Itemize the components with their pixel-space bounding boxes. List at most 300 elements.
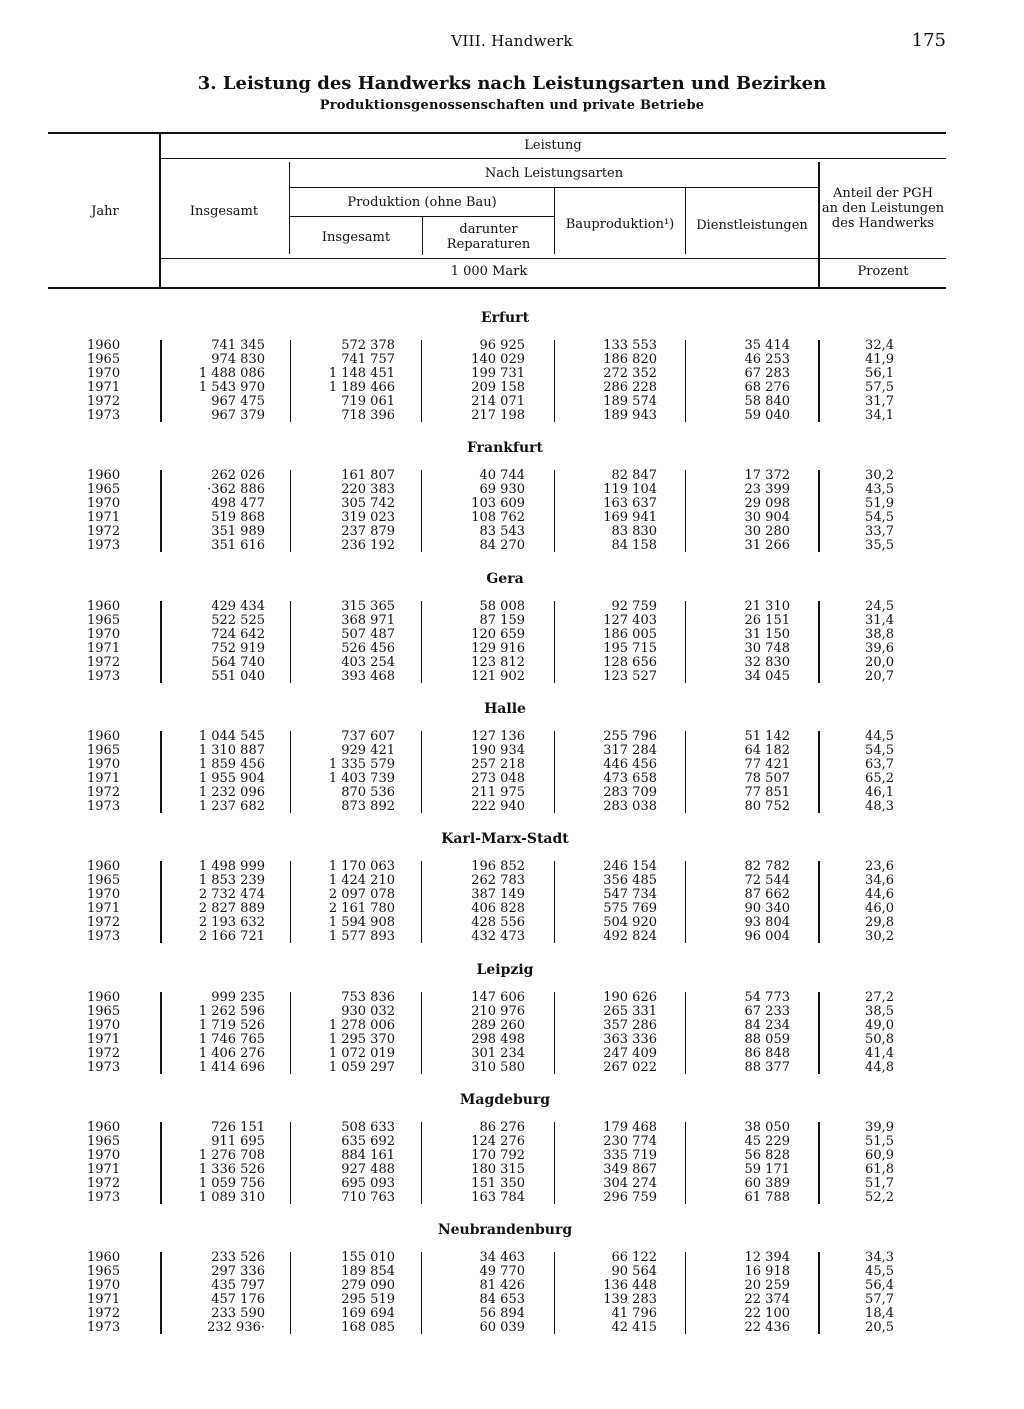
cell-bauproduktion: 547 734 [603,887,657,902]
header-anteil-line2: an den Leistungen [821,201,945,216]
header-unit-mark: 1 000 Mark [450,264,528,279]
cell-produktion-insgesamt: 695 093 [341,1176,395,1191]
column-separator [554,992,555,1074]
table-row [0,642,1024,656]
cell-jahr: 1970 [87,1148,121,1163]
table-row [0,1177,1024,1191]
cell-dienstleistungen: 87 662 [744,887,790,902]
cell-dienstleistungen: 17 372 [744,468,790,483]
cell-produktion-insgesamt: 1 170 063 [328,859,395,874]
cell-anteil-pgh: 56,4 [865,1278,894,1293]
column-separator [554,1122,555,1204]
cell-insgesamt: 1 044 545 [198,729,265,744]
cell-dienstleistungen: 16 918 [744,1264,790,1279]
table-row [0,1279,1024,1293]
cell-reparaturen: 40 744 [479,468,525,483]
column-separator [818,470,820,552]
cell-produktion-insgesamt: 1 278 006 [328,1018,395,1033]
table-row [0,614,1024,628]
column-separator [290,470,291,552]
cell-bauproduktion: 41 796 [611,1306,657,1321]
column-separator [818,731,820,813]
table-row [0,1019,1024,1033]
header-jahr: Jahr [91,204,119,219]
cell-jahr: 1973 [87,799,121,814]
cell-bauproduktion: 83 830 [611,524,657,539]
column-separator [290,731,291,813]
cell-dienstleistungen: 88 059 [744,1032,790,1047]
section-title: Karl-Marx-Stadt [441,831,569,847]
cell-produktion-insgesamt: 526 456 [341,641,395,656]
cell-bauproduktion: 82 847 [611,468,657,483]
cell-reparaturen: 209 158 [471,380,525,395]
table-top-rule [48,132,946,134]
column-separator [818,601,820,683]
cell-dienstleistungen: 26 151 [744,613,790,628]
cell-reparaturen: 81 426 [479,1278,525,1293]
table-row [0,1121,1024,1135]
cell-dienstleistungen: 77 851 [744,785,790,800]
cell-produktion-insgesamt: 1 295 370 [328,1032,395,1047]
cell-anteil-pgh: 18,4 [865,1306,894,1321]
cell-jahr: 1965 [87,1264,121,1279]
column-separator [421,992,422,1074]
cell-dienstleistungen: 60 389 [744,1176,790,1191]
cell-anteil-pgh: 44,5 [865,729,894,744]
cell-jahr: 1973 [87,538,121,553]
table-row [0,367,1024,381]
cell-reparaturen: 108 762 [471,510,525,525]
cell-reparaturen: 86 276 [479,1120,525,1135]
cell-anteil-pgh: 39,6 [865,641,894,656]
cell-dienstleistungen: 90 340 [744,901,790,916]
cell-produktion-insgesamt: 1 594 908 [328,915,395,930]
column-separator [554,731,555,813]
table-row [0,772,1024,786]
cell-produktion-insgesamt: 315 365 [341,599,395,614]
cell-anteil-pgh: 57,5 [865,380,894,395]
cell-insgesamt: 1 336 526 [198,1162,265,1177]
column-separator [290,1122,291,1204]
unit-rule [160,258,946,259]
header-darunter: darunter [459,222,518,237]
header-unit-prozent: Prozent [857,264,909,279]
cell-reparaturen: 190 934 [471,743,525,758]
column-separator [685,992,686,1074]
table-row [0,1033,1024,1047]
cell-anteil-pgh: 20,7 [865,669,894,684]
cell-dienstleistungen: 29 098 [744,496,790,511]
cell-reparaturen: 127 136 [471,729,525,744]
cell-anteil-pgh: 31,4 [865,613,894,628]
cell-dienstleistungen: 68 276 [744,380,790,395]
cell-bauproduktion: 189 574 [603,394,657,409]
cell-dienstleistungen: 32 830 [744,655,790,670]
cell-bauproduktion: 133 553 [603,338,657,353]
header-prod-insgesamt: Insgesamt [321,230,391,245]
cell-dienstleistungen: 80 752 [744,799,790,814]
cell-bauproduktion: 304 274 [603,1176,657,1191]
cell-jahr: 1960 [87,1120,121,1135]
cell-dienstleistungen: 30 748 [744,641,790,656]
table-row [0,670,1024,684]
cell-dienstleistungen: 51 142 [744,729,790,744]
cell-anteil-pgh: 31,7 [865,394,894,409]
cell-dienstleistungen: 31 266 [744,538,790,553]
cell-anteil-pgh: 51,9 [865,496,894,511]
cell-anteil-pgh: 41,4 [865,1046,894,1061]
cell-insgesamt: 741 345 [211,338,265,353]
table-row [0,1191,1024,1205]
cell-bauproduktion: 186 820 [603,352,657,367]
cell-reparaturen: 298 498 [471,1032,525,1047]
cell-reparaturen: 121 902 [471,669,525,684]
cell-bauproduktion: 190 626 [603,990,657,1005]
cell-insgesamt: 351 989 [211,524,265,539]
cell-produktion-insgesamt: 718 396 [341,408,395,423]
cell-dienstleistungen: 12 394 [744,1250,790,1265]
table-row [0,628,1024,642]
section-title: Neubrandenburg [437,1222,573,1238]
cell-anteil-pgh: 56,1 [865,366,894,381]
cell-dienstleistungen: 84 234 [744,1018,790,1033]
cell-produktion-insgesamt: 1 424 210 [328,873,395,888]
cell-reparaturen: 273 048 [471,771,525,786]
cell-reparaturen: 387 149 [471,887,525,902]
cell-produktion-insgesamt: 220 383 [341,482,395,497]
cell-jahr: 1971 [87,380,121,395]
cell-reparaturen: 140 029 [471,352,525,367]
column-separator [818,340,820,422]
table-row [0,483,1024,497]
table-row [0,353,1024,367]
column-separator [160,731,162,813]
cell-jahr: 1972 [87,524,121,539]
column-separator [554,861,555,943]
cell-jahr: 1972 [87,655,121,670]
section-title: Erfurt [480,310,530,326]
cell-insgesamt: 1 059 756 [198,1176,265,1191]
cell-dienstleistungen: 35 414 [744,338,790,353]
cell-bauproduktion: 363 336 [603,1032,657,1047]
cell-bauproduktion: 127 403 [603,613,657,628]
cell-dienstleistungen: 34 045 [744,669,790,684]
cell-dienstleistungen: 67 233 [744,1004,790,1019]
cell-jahr: 1965 [87,1004,121,1019]
cell-insgesamt: 1 859 456 [198,757,265,772]
cell-reparaturen: 87 159 [479,613,525,628]
cell-bauproduktion: 247 409 [603,1046,657,1061]
cell-bauproduktion: 136 448 [603,1278,657,1293]
cell-reparaturen: 257 218 [471,757,525,772]
cell-produktion-insgesamt: 279 090 [341,1278,395,1293]
table-row [0,409,1024,423]
cell-dienstleistungen: 21 310 [744,599,790,614]
cell-produktion-insgesamt: 753 836 [341,990,395,1005]
table-row [0,395,1024,409]
cell-produktion-insgesamt: 2 161 780 [328,901,395,916]
cell-insgesamt: 1 406 276 [198,1046,265,1061]
column-separator [290,992,291,1074]
cell-reparaturen: 103 609 [471,496,525,511]
column-separator [421,470,422,552]
column-separator [421,861,422,943]
header-insgesamt: Insgesamt [189,204,259,219]
column-separator [160,992,162,1074]
cell-jahr: 1960 [87,859,121,874]
cell-dienstleistungen: 96 004 [744,929,790,944]
cell-reparaturen: 163 784 [471,1190,525,1205]
column-separator [421,340,422,422]
table-row [0,800,1024,814]
cell-anteil-pgh: 27,2 [865,990,894,1005]
cell-anteil-pgh: 20,0 [865,655,894,670]
table-row [0,888,1024,902]
cell-produktion-insgesamt: 1 189 466 [328,380,395,395]
cell-insgesamt: 457 176 [211,1292,265,1307]
cell-produktion-insgesamt: 710 763 [341,1190,395,1205]
cell-reparaturen: 123 812 [471,655,525,670]
cell-reparaturen: 196 852 [471,859,525,874]
cell-jahr: 1960 [87,338,121,353]
cell-insgesamt: 297 336 [211,1264,265,1279]
table-row [0,874,1024,888]
cell-reparaturen: 124 276 [471,1134,525,1149]
cell-produktion-insgesamt: 1 403 739 [328,771,395,786]
cell-anteil-pgh: 34,6 [865,873,894,888]
cell-jahr: 1970 [87,627,121,642]
cell-dienstleistungen: 22 100 [744,1306,790,1321]
cell-produktion-insgesamt: 873 892 [341,799,395,814]
cell-anteil-pgh: 54,5 [865,510,894,525]
cell-bauproduktion: 267 022 [603,1060,657,1075]
cell-produktion-insgesamt: 927 488 [341,1162,395,1177]
cell-dienstleistungen: 58 840 [744,394,790,409]
column-separator [685,1122,686,1204]
table-row [0,902,1024,916]
cell-reparaturen: 301 234 [471,1046,525,1061]
cell-dienstleistungen: 56 828 [744,1148,790,1163]
cell-bauproduktion: 195 715 [603,641,657,656]
table-row [0,1005,1024,1019]
cell-produktion-insgesamt: 572 378 [341,338,395,353]
header-anteil-line1: Anteil der PGH [833,186,933,201]
cell-insgesamt: 232 936· [207,1320,265,1335]
column-separator [818,1252,820,1334]
cell-jahr: 1965 [87,873,121,888]
cell-bauproduktion: 186 005 [603,627,657,642]
cell-bauproduktion: 356 485 [603,873,657,888]
header-nach-leistungsarten: Nach Leistungsarten [484,166,624,181]
cell-produktion-insgesamt: 161 807 [341,468,395,483]
cell-bauproduktion: 317 284 [603,743,657,758]
cell-anteil-pgh: 46,0 [865,901,894,916]
cell-insgesamt: 233 526 [211,1250,265,1265]
cell-bauproduktion: 349 867 [603,1162,657,1177]
cell-insgesamt: 564 740 [211,655,265,670]
cell-anteil-pgh: 20,5 [865,1320,894,1335]
cell-anteil-pgh: 38,8 [865,627,894,642]
cell-dienstleistungen: 88 377 [744,1060,790,1075]
cell-produktion-insgesamt: 319 023 [341,510,395,525]
cell-produktion-insgesamt: 295 519 [341,1292,395,1307]
cell-produktion-insgesamt: 929 421 [341,743,395,758]
cell-anteil-pgh: 34,3 [865,1250,894,1265]
cell-jahr: 1973 [87,1190,121,1205]
cell-anteil-pgh: 44,8 [865,1060,894,1075]
cell-jahr: 1972 [87,394,121,409]
cell-insgesamt: 1 955 904 [198,771,265,786]
cell-bauproduktion: 92 759 [611,599,657,614]
cell-jahr: 1970 [87,1018,121,1033]
table-row [0,511,1024,525]
cell-insgesamt: 519 868 [211,510,265,525]
table-row [0,469,1024,483]
cell-jahr: 1970 [87,757,121,772]
cell-produktion-insgesamt: 635 692 [341,1134,395,1149]
cell-jahr: 1973 [87,408,121,423]
cell-insgesamt: 974 830 [211,352,265,367]
cell-insgesamt: 1 853 239 [198,873,265,888]
table-row [0,758,1024,772]
cell-bauproduktion: 357 286 [603,1018,657,1033]
cell-anteil-pgh: 32,4 [865,338,894,353]
cell-jahr: 1970 [87,887,121,902]
cell-dienstleistungen: 30 904 [744,510,790,525]
cell-insgesamt: 2 827 889 [198,901,265,916]
cell-reparaturen: 222 940 [471,799,525,814]
cell-anteil-pgh: 44,6 [865,887,894,902]
table-row [0,600,1024,614]
table-row [0,1251,1024,1265]
cell-jahr: 1972 [87,1176,121,1191]
cell-anteil-pgh: 57,7 [865,1292,894,1307]
column-separator [685,470,686,552]
cell-anteil-pgh: 23,6 [865,859,894,874]
cell-reparaturen: 262 783 [471,873,525,888]
cell-insgesamt: 1 543 970 [198,380,265,395]
cell-dienstleistungen: 23 399 [744,482,790,497]
leistung-rule [160,158,946,159]
cell-reparaturen: 199 731 [471,366,525,381]
cell-jahr: 1960 [87,599,121,614]
cell-anteil-pgh: 65,2 [865,771,894,786]
cell-reparaturen: 58 008 [479,599,525,614]
cell-bauproduktion: 255 796 [603,729,657,744]
column-separator [160,340,162,422]
cell-jahr: 1960 [87,1250,121,1265]
cell-produktion-insgesamt: 741 757 [341,352,395,367]
cell-jahr: 1970 [87,1278,121,1293]
cell-anteil-pgh: 45,5 [865,1264,894,1279]
section-title: Halle [484,701,526,717]
table-row [0,1163,1024,1177]
cell-jahr: 1971 [87,641,121,656]
page-number: 175 [911,30,946,51]
cell-bauproduktion: 473 658 [603,771,657,786]
cell-bauproduktion: 163 637 [603,496,657,511]
column-separator [554,601,555,683]
cell-produktion-insgesamt: 870 536 [341,785,395,800]
cell-produktion-insgesamt: 236 192 [341,538,395,553]
cell-reparaturen: 84 270 [479,538,525,553]
cell-bauproduktion: 575 769 [603,901,657,916]
cell-jahr: 1971 [87,1162,121,1177]
cell-bauproduktion: 335 719 [603,1148,657,1163]
cell-reparaturen: 56 894 [479,1306,525,1321]
column-separator [160,470,162,552]
cell-dienstleistungen: 38 050 [744,1120,790,1135]
cell-reparaturen: 428 556 [471,915,525,930]
cell-insgesamt: 435 797 [211,1278,265,1293]
table-row [0,786,1024,800]
cell-reparaturen: 34 463 [479,1250,525,1265]
table-row [0,1047,1024,1061]
cell-produktion-insgesamt: 1 059 297 [328,1060,395,1075]
cell-reparaturen: 84 653 [479,1292,525,1307]
cell-bauproduktion: 139 283 [603,1292,657,1307]
cell-dienstleistungen: 77 421 [744,757,790,772]
cell-bauproduktion: 119 104 [603,482,657,497]
cell-jahr: 1973 [87,929,121,944]
cell-dienstleistungen: 30 280 [744,524,790,539]
table-row [0,381,1024,395]
cell-jahr: 1960 [87,990,121,1005]
column-separator [685,601,686,683]
cell-anteil-pgh: 50,8 [865,1032,894,1047]
page-title: 3. Leistung des Handwerks nach Leistungsarten und Bezirken [197,73,827,94]
cell-bauproduktion: 246 154 [603,859,657,874]
column-separator [818,992,820,1074]
column-separator [818,861,820,943]
cell-bauproduktion: 123 527 [603,669,657,684]
cell-dienstleistungen: 67 283 [744,366,790,381]
column-separator [160,1122,162,1204]
cell-dienstleistungen: 22 374 [744,1292,790,1307]
cell-anteil-pgh: 30,2 [865,468,894,483]
cell-bauproduktion: 296 759 [603,1190,657,1205]
column-separator [554,1252,555,1334]
cell-bauproduktion: 504 920 [603,915,657,930]
column-separator [554,340,555,422]
cell-bauproduktion: 128 656 [603,655,657,670]
cell-insgesamt: 1 089 310 [198,1190,265,1205]
cell-jahr: 1971 [87,771,121,786]
cell-reparaturen: 214 071 [471,394,525,409]
cell-produktion-insgesamt: 1 072 019 [328,1046,395,1061]
column-separator [421,1252,422,1334]
cell-insgesamt: 551 040 [211,669,265,684]
cell-dienstleistungen: 20 259 [744,1278,790,1293]
cell-anteil-pgh: 61,8 [865,1162,894,1177]
cell-anteil-pgh: 49,0 [865,1018,894,1033]
cell-jahr: 1973 [87,1060,121,1075]
cell-anteil-pgh: 39,9 [865,1120,894,1135]
header-produktion-ohne-bau: Produktion (ohne Bau) [347,195,497,210]
cell-reparaturen: 289 260 [471,1018,525,1033]
cell-produktion-insgesamt: 884 161 [341,1148,395,1163]
cell-anteil-pgh: 60,9 [865,1148,894,1163]
cell-produktion-insgesamt: 2 097 078 [328,887,395,902]
column-separator [290,1252,291,1334]
cell-anteil-pgh: 46,1 [865,785,894,800]
column-separator [160,1252,162,1334]
cell-produktion-insgesamt: 719 061 [341,394,395,409]
cell-anteil-pgh: 33,7 [865,524,894,539]
cell-insgesamt: 967 379 [211,408,265,423]
cell-anteil-pgh: 30,2 [865,929,894,944]
cell-anteil-pgh: 24,5 [865,599,894,614]
